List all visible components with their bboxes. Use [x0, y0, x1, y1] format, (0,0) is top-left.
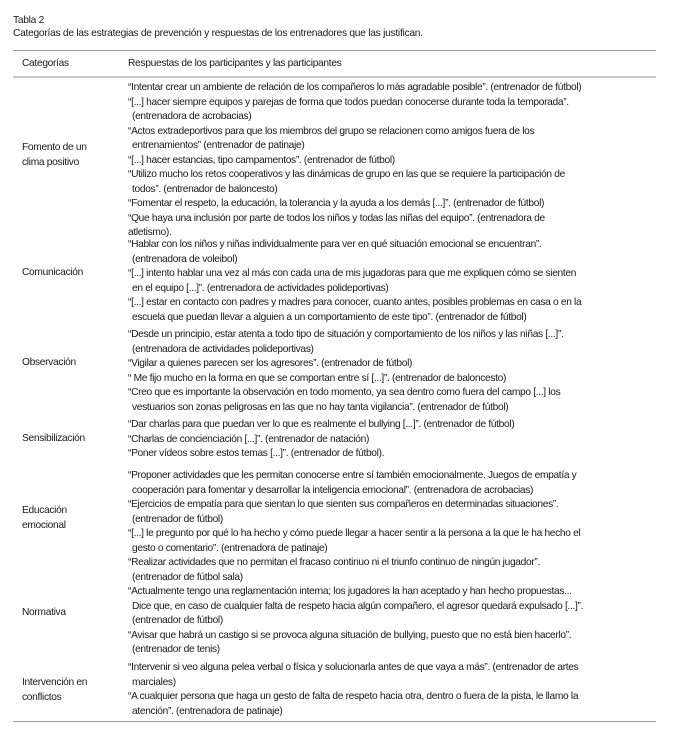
- responses-cell: [128, 469, 668, 585]
- response-line: “Charlas de concienciación [...]”. (entrenador de natación): [128, 433, 370, 445]
- category-line: Intervención en: [22, 677, 88, 688]
- response-line: (entrenador de fútbol): [132, 615, 223, 626]
- category-line: emocional: [22, 519, 66, 531]
- category-cell: [22, 356, 122, 371]
- category-line: Fomento de un: [22, 142, 87, 153]
- response-line: en el equipo [...]”. (entrenadora de actividades polideportivas): [132, 282, 389, 294]
- response-line: “A cualquier persona que haga un gesto de falta de respeto hacia otra, dentro o fuera de la pista, le llamo la: [128, 691, 579, 702]
- response-line: “[...] hacer siempre equipos y parejas de forma que todos puedan conocerse durante toda la temporada”.: [128, 96, 569, 108]
- responses-cell: [128, 238, 668, 325]
- category-line: Normativa: [22, 607, 66, 618]
- response-line: escuela que puedan llevar a alguien a un comportamiento de este tipo”. (entrenador de fútbol): [132, 311, 527, 323]
- response-line: vestuarios son zonas peligrosas en las que no hay tanta vigilancia”. (entrenador de fútbol): [132, 401, 509, 413]
- response-line: “Poner vídeos sobre estos temas [...]”. (entrenador de fútbol).: [128, 448, 385, 459]
- category-cell: [22, 141, 122, 170]
- category-line: Educación: [22, 505, 67, 516]
- response-line: todos”. (entrenador de baloncesto): [132, 183, 278, 195]
- response-line: “Ejercicios de empatía para que sientan lo que sienten sus compañeros en determinadas situaciones”.: [128, 499, 559, 510]
- response-line: “Actualmente tengo una reglamentación interna; los jugadores la han aceptado y han hecho propuestas...: [128, 586, 572, 597]
- response-line: Dice que, en caso de cualquier falta de respeto hacia algún compañero, el agresor quedará expulsado [...]”.: [132, 600, 584, 612]
- response-line: “[...] le pregunto por qué lo ha hecho y cómo puede llegar a hacer sentir a la persona a la que le ha hecho el: [128, 528, 581, 539]
- table-header-rule: [13, 76, 656, 78]
- table-bottom-rule: [13, 721, 656, 722]
- response-line: “Hablar con los niños y niñas individualmente para ver en qué situación emocional se encuentran”.: [128, 239, 542, 250]
- responses-cell: [128, 418, 668, 462]
- table-label: Tabla 2: [13, 15, 45, 26]
- category-cell: [22, 266, 122, 281]
- response-line: “Desde un principio, estar atenta a todo tipo de situación y comportamiento de los niños y las niñas [...]”.: [128, 329, 564, 340]
- category-cell: [22, 432, 122, 447]
- response-line: atención”. (entrenadora de patinaje): [132, 705, 283, 717]
- table-caption: [13, 14, 423, 40]
- response-line: “Actos extradeportivos para que los miembros del grupo se relacionen como amigos fuera de los: [128, 125, 535, 137]
- response-line: (entrenadora de voleibol): [132, 253, 238, 265]
- table-title: Categorías de las estrategias de prevención y respuestas de los entrenadores que las justifican.: [13, 28, 423, 39]
- response-line: cooperación para fomentar y desarrollar la inteligencia emocional”. (entrenadora de acrobacias): [132, 484, 534, 496]
- response-line: “Realizar actividades que no permitan el fracaso continuo ni el triunfo continuo de ningún jugador”.: [128, 557, 540, 568]
- responses-cell: [128, 585, 668, 658]
- header-responses: Respuestas de los participantes y las participantes: [128, 58, 342, 69]
- response-line: “[...] hacer estancias, tipo campamentos”. (entrenador de fútbol): [128, 154, 395, 166]
- response-line: atletismo).: [128, 227, 172, 238]
- responses-cell: [128, 328, 668, 415]
- response-line: entrenamientos” (entrenador de patinaje): [132, 140, 305, 151]
- category-line: Observación: [22, 357, 76, 368]
- response-line: “Que haya una inclusión por parte de todos los niños y todas las niñas del equipo”. (entrenadora de: [128, 212, 545, 224]
- category-line: Sensibilización: [22, 433, 85, 444]
- category-line: clima positivo: [22, 156, 79, 168]
- response-line: gesto o comentario”. (entrenadora de patinaje): [132, 542, 328, 554]
- responses-cell: [128, 661, 668, 719]
- category-cell: [22, 606, 122, 621]
- response-line: “Creo que es importante la observación en todo momento, ya sea dentro como fuera del campo [...] los: [128, 387, 561, 398]
- response-line: “[...] estar en contacto con padres y madres para conocer, cuanto antes, posibles problemas en casa o en la: [128, 297, 582, 308]
- category-line: Comunicación: [22, 267, 83, 278]
- response-line: “Avisar que habrá un castigo si se provoca alguna situación de bullying, puesto que no está bien hacerlo”.: [128, 629, 572, 641]
- response-line: “Dar charlas para que puedan ver lo que es realmente el bullying [...]”. (entrenador de fútbol): [128, 419, 515, 430]
- table-header: [0, 51, 680, 76]
- category-cell: [22, 676, 122, 705]
- response-line: “Proponer actividades que les permitan conocerse entre sí también emocionalmente. Juegos de empatía y: [128, 470, 577, 481]
- category-line: conflictos: [22, 691, 62, 703]
- response-line: “Fomentar el respeto, la educación, la tolerancia y la ayuda a los demás [...]”. (entrenador de fútbol): [128, 198, 545, 209]
- response-line: (entrenador de fútbol): [132, 513, 223, 525]
- responses-cell: [128, 81, 668, 241]
- response-line: marciales): [132, 676, 176, 688]
- response-line: (entrenadora de acrobacias): [132, 111, 252, 122]
- response-line: (entrenador de fútbol sala): [132, 571, 243, 583]
- category-cell: [22, 504, 122, 533]
- response-line: (entrenador de tenis): [132, 644, 220, 655]
- header-categories: Categorías: [22, 58, 69, 69]
- response-line: “Vigilar a quienes parecen ser los agresores”. (entrenador de fútbol): [128, 358, 413, 369]
- response-line: “Intentar crear un ambiente de relación de los compañeros lo más agradable posible”. (entrenador de fútbol): [128, 82, 582, 93]
- response-line: “Intervenir si veo alguna pelea verbal o física y solucionarla antes de que vaya a más”. (entrenador de artes: [128, 662, 579, 673]
- response-line: “[...] intento hablar una vez al más con cada una de mis jugadoras para que me expliquen cómo se sienten: [128, 268, 577, 279]
- response-line: (entrenadora de actividades polideportivas): [132, 343, 314, 355]
- response-line: “ Me fijo mucho en la forma en que se comportan entre sí [...]”. (entrenador de baloncesto): [128, 372, 507, 384]
- response-line: “Utilizo mucho los retos cooperativos y las dinámicas de grupo en las que se requiere la participación de: [128, 169, 565, 180]
